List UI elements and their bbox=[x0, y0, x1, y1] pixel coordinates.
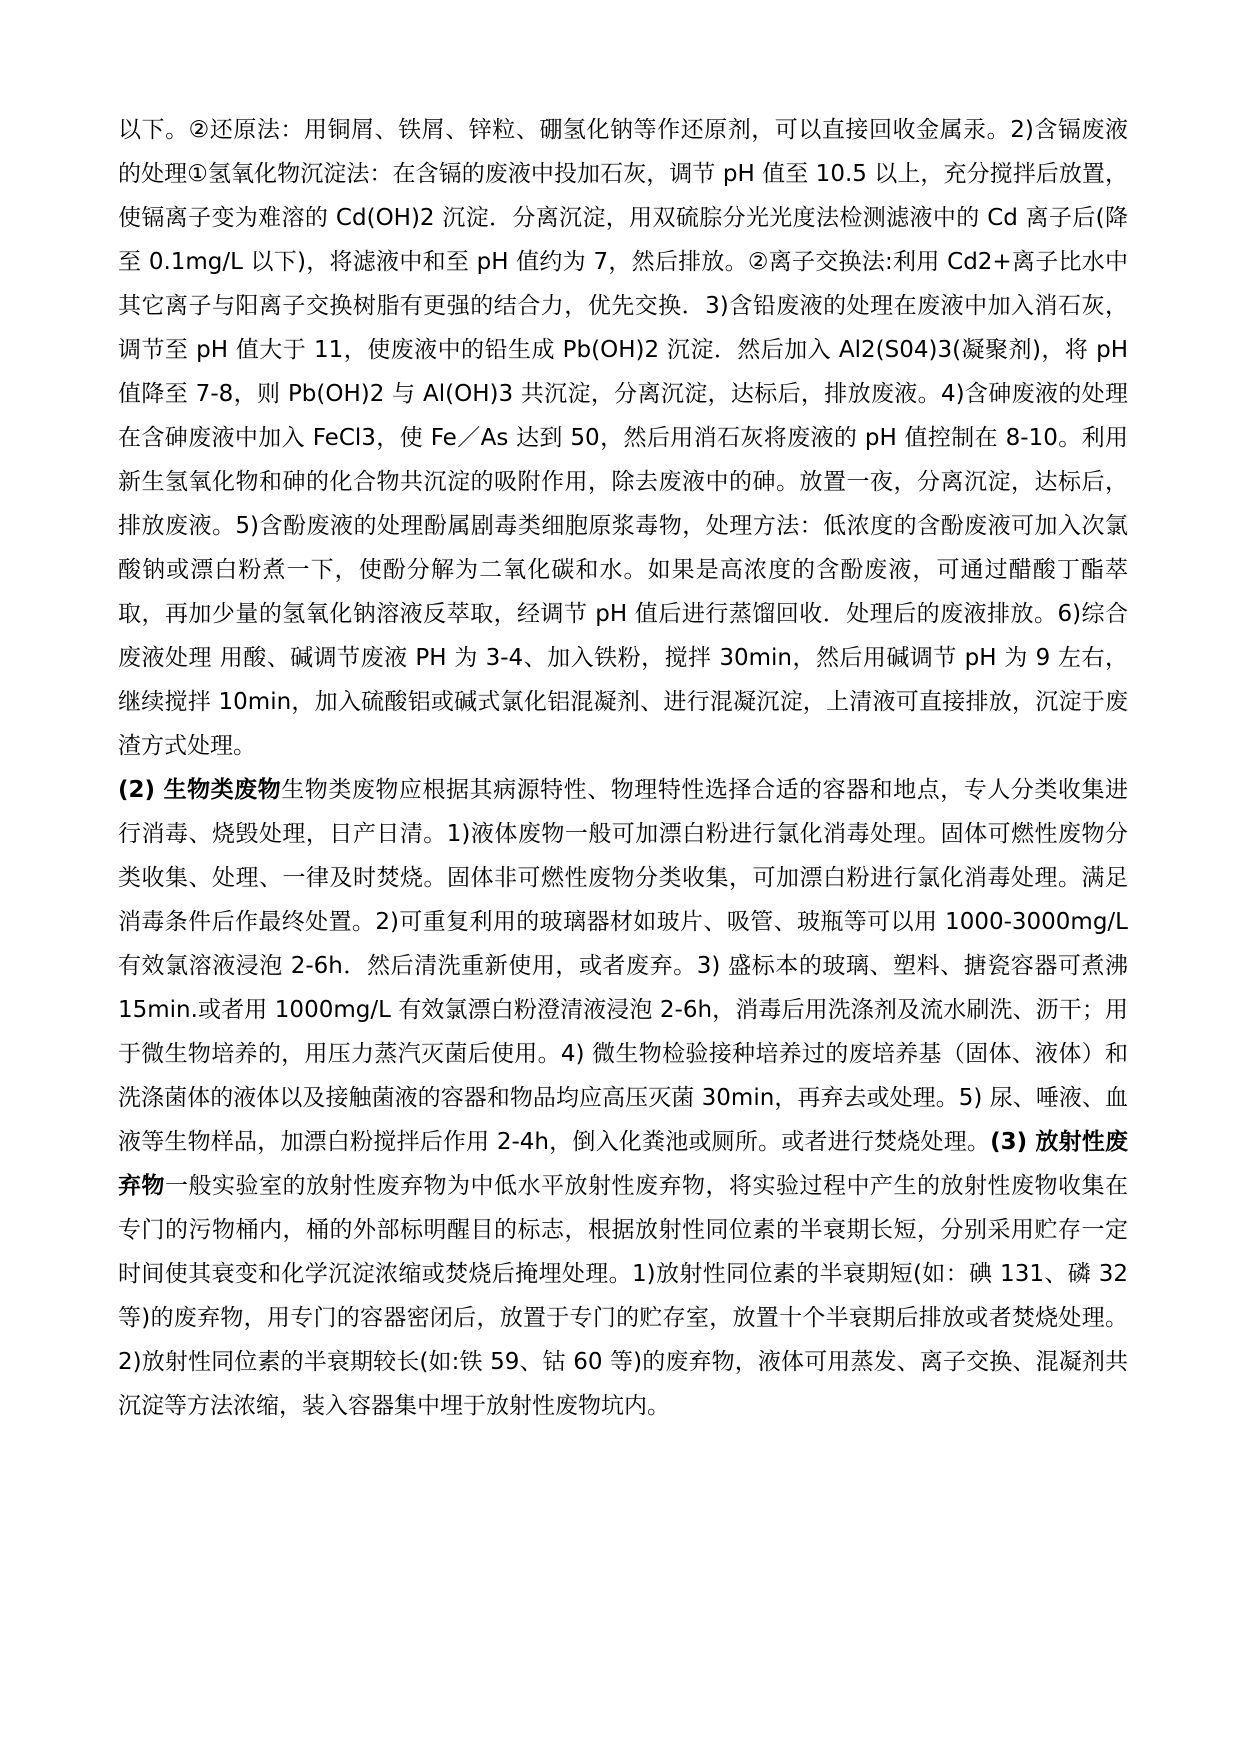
document-page bbox=[118, 108, 1128, 1428]
paragraph-bio-radioactive-waste bbox=[118, 768, 1128, 1428]
heading-bio-waste: (2) 生物类废物 bbox=[118, 777, 282, 803]
paragraph-waste-liquid-treatment bbox=[118, 108, 1128, 768]
heading-radioactive-waste: (3) 放射性废弃物 bbox=[118, 1129, 1128, 1199]
paragraph-text: 一般实验室的放射性废弃物为中低水平放射性废弃物，将实验过程中产生的放射性废物收集在专门的污物桶内，桶的外部标明醒目的标志，根据放射性同位素的半衰期长短，分别采用贮存一定时间使其衰变和化学沉淀浓缩或焚烧后掩埋处理。1)放射性同位素的半衰期短(如：碘 131、磷 32 等)的废弃物，用专门的容器密闭后，放置于专门的贮存室，放置十个半衰期后排放或者焚烧处理。2)放射性同位素的半衰期较长(如:铁 59、钴 60 等)的废弃物，液体可用蒸发、离子交换、混凝剂共沉淀等方法浓缩，装入容器集中埋于放射性废物坑内。 bbox=[118, 1173, 1128, 1419]
paragraph-text: 以下。②还原法：用铜屑、铁屑、锌粒、硼氢化钠等作还原剂，可以直接回收金属汞。2)含镉废液的处理①氢氧化物沉淀法：在含镉的废液中投加石灰，调节 pH 值至 10.5 以上，充分搅拌后放置，使镉离子变为难溶的 Cd(OH)2 沉淀．分离沉淀，用双硫腙分光光度法检测滤液中的 Cd 离子后(降至 0.1mg/L 以下)，将滤液中和至 pH 值约为 7，然后排放。②离子交换法:利用 Cd2+离子比水中其它离子与阳离子交换树脂有更强的结合力，优先交换．3)含铅废液的处理在废液中加入消石灰，调节至 pH 值大于 11，使废液中的铅生成 Pb(OH)2 沉淀．然后加入 Al2(S04)3(凝聚剂)，将 pH 值降至 7-8，则 Pb(OH)2 与 Al(OH)3 共沉淀，分离沉淀，达标后，排放废液。4)含砷废液的处理在含砷废液中加入 FeCl3，使 Fe／As 达到 50，然后用消石灰将废液的 pH 值控制在 8-10。利用新生氢氧化物和砷的化合物共沉淀的吸附作用，除去废液中的砷。放置一夜，分离沉淀，达标后，排放废液。5)含酚废液的处理酚属剧毒类细胞原浆毒物，处理方法：低浓度的含酚废液可加入次氯酸钠或漂白粉煮一下，使酚分解为二氧化碳和水。如果是高浓度的含酚废液，可通过醋酸丁酯萃取，再加少量的氢氧化钠溶液反萃取，经调节 pH 值后进行蒸馏回收．处理后的废液排放。6)综合废液处理 用酸、碱调节废液 PH 为 3-4、加入铁粉，搅拌 30min，然后用碱调节 pH 为 9 左右，继续搅拌 10min，加入硫酸铝或碱式氯化铝混凝剂、进行混凝沉淀，上清液可直接排放，沉淀于废渣方式处理。 bbox=[118, 117, 1128, 759]
paragraph-text: 生物类废物应根据其病源特性、物理特性选择合适的容器和地点，专人分类收集进行消毒、烧毁处理，日产日清。1)液体废物一般可加漂白粉进行氯化消毒处理。固体可燃性废物分类收集、处理、一律及时焚烧。固体非可燃性废物分类收集，可加漂白粉进行氯化消毒处理。满足消毒条件后作最终处置。2)可重复利用的玻璃器材如玻片、吸管、玻瓶等可以用 1000-3000mg/L 有效氯溶液浸泡 2-6h．然后清洗重新使用，或者废弃。3) 盛标本的玻璃、塑料、搪瓷容器可煮沸 15min.或者用 1000mg/L 有效氯漂白粉澄清液浸泡 2-6h，消毒后用洗涤剂及流水刷洗、沥干；用于微生物培养的，用压力蒸汽灭菌后使用。4) 微生物检验接种培养过的废培养基（固体、液体）和洗涤菌体的液体以及接触菌液的容器和物品均应高压灭菌 30min，再弃去或处理。5) 尿、唾液、血液等生物样品，加漂白粉搅拌后作用 2-4h，倒入化粪池或厕所。或者进行焚烧处理。 bbox=[118, 777, 1128, 1155]
